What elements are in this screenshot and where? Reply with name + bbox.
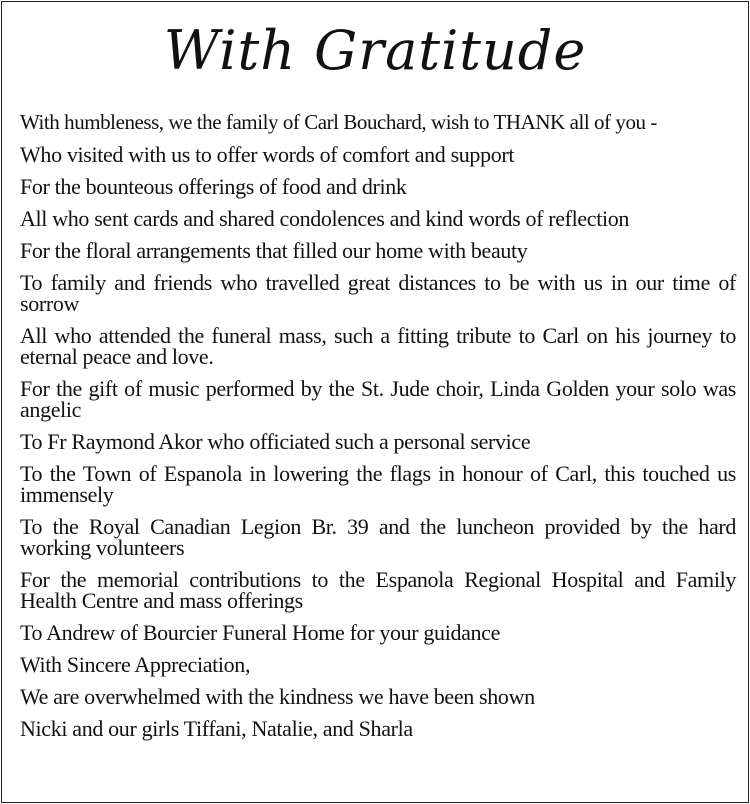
- gratitude-line: To family and friends who travelled great distances to be with us in our time of sorrow: [20, 270, 736, 316]
- gratitude-line: For the bounteous offerings of food and drink: [20, 174, 407, 199]
- intro-line: With humbleness, we the family of Carl Bouchard, wish to THANK all of you -: [20, 110, 657, 134]
- gratitude-line: To Andrew of Bourcier Funeral Home for your guidance: [20, 620, 501, 645]
- closing-line: We are overwhelmed with the kindness we have been shown: [20, 684, 535, 709]
- gratitude-line: For the floral arrangements that filled our home with beauty: [20, 238, 528, 263]
- closing-line: With Sincere Appreciation,: [20, 652, 251, 677]
- notice-body: [20, 112, 736, 750]
- signature-line: Nicki and our girls Tiffani, Natalie, and Sharla: [20, 716, 413, 741]
- gratitude-notice: [1, 1, 749, 803]
- gratitude-line: All who sent cards and shared condolences and kind words of reflection: [20, 206, 630, 231]
- gratitude-line: To the Town of Espanola in lowering the flags in honour of Carl, this touched us immensely: [20, 461, 736, 507]
- gratitude-line: To Fr Raymond Akor who officiated such a personal service: [20, 429, 531, 454]
- gratitude-line: Who visited with us to offer words of comfort and support: [20, 142, 515, 167]
- gratitude-line: For the gift of music performed by the St. Jude choir, Linda Golden your solo was angelic: [20, 376, 736, 422]
- gratitude-line: For the memorial contributions to the Espanola Regional Hospital and Family Health Centre and mass offerings: [20, 567, 736, 613]
- gratitude-line: All who attended the funeral mass, such a fitting tribute to Carl on his journey to eternal peace and love.: [20, 323, 736, 369]
- notice-title: With Gratitude: [163, 19, 587, 82]
- gratitude-line: To the Royal Canadian Legion Br. 39 and the luncheon provided by the hard working volunteers: [20, 514, 736, 560]
